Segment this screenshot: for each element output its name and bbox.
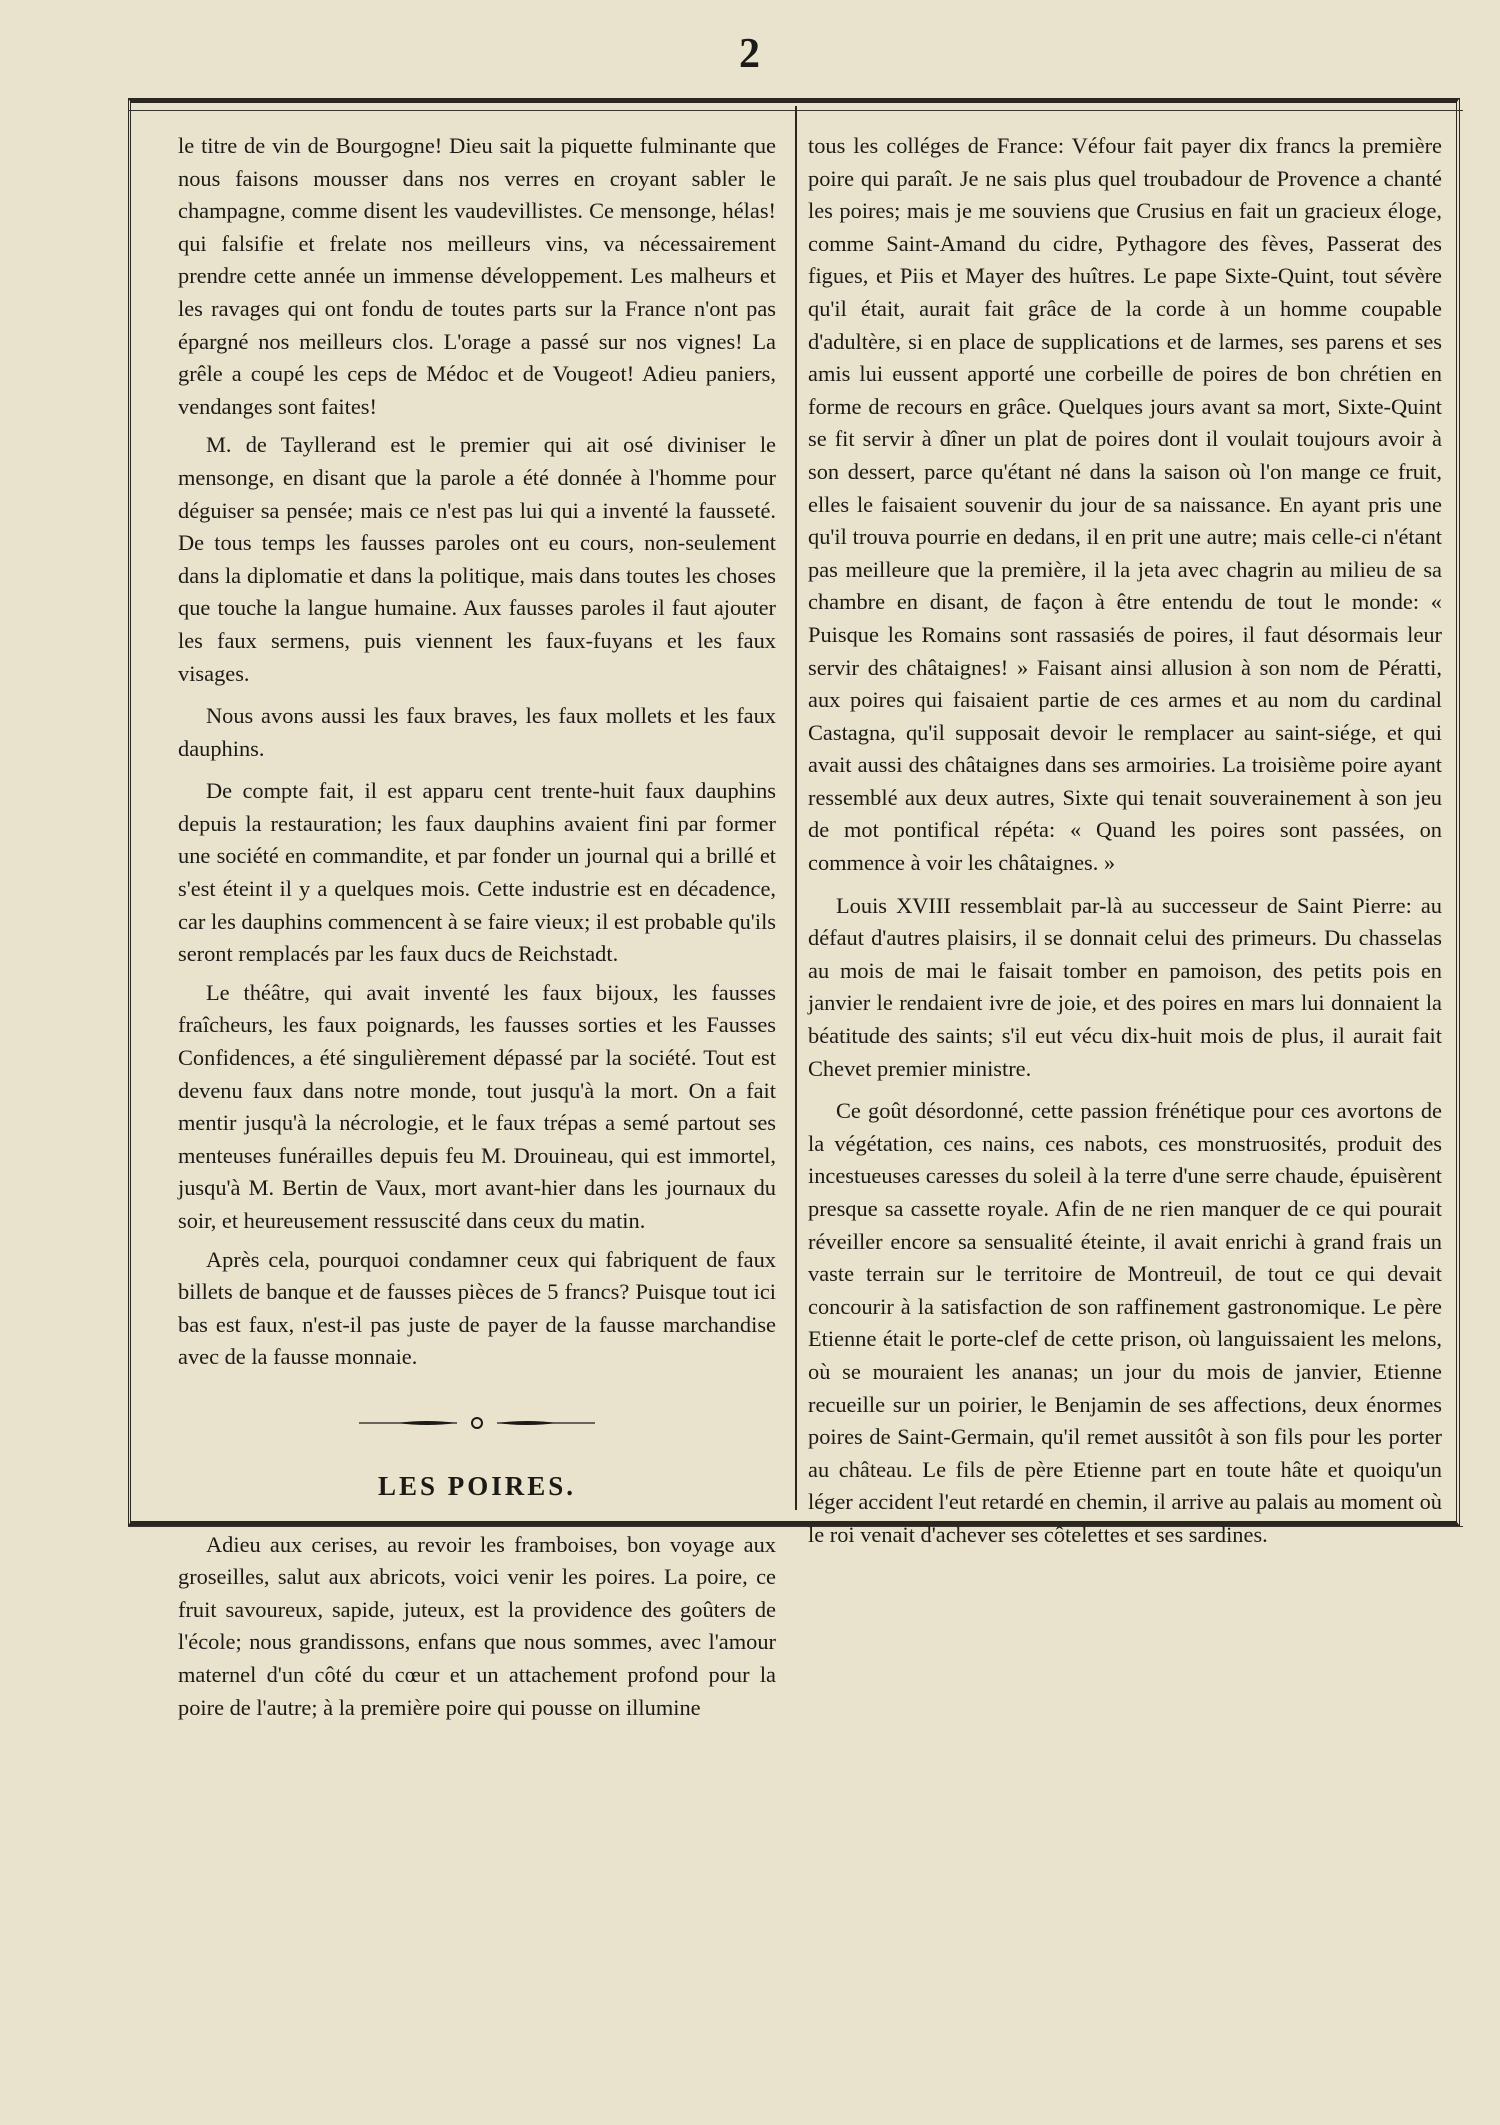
paragraph: De compte fait, il est apparu cent trente-huit faux dauphins depuis la restauration; les faux dauphins avaient fini par former une société en commandite, et par fonder un journal qui a brillé et s'est éteint il y a quelques mois. Cette industrie est en décadence, car les dauphins commencent à se faire vieux; il est probable qu'ils seront remplacés par les faux ducs de Reichstadt.	[178, 778, 776, 967]
right-column	[808, 130, 1442, 1558]
paragraph: tous les colléges de France: Véfour fait payer dix francs la première poire qui paraît. Je ne sais plus quel troubadour de Provence a chanté les poires; mais je me souviens que Crusius en fait un gracieux éloge, comme Saint-Amand du cidre, Pythagore des fèves, Passerat des figues, et Piis et Mayer des huîtres. Le pape Sixte-Quint, tout sévère qu'il était, aurait fait grâce de la corde à un homme coupable d'adultère, si en place de supplications et de larmes, ses parens et ses amis lui eussent apporté une corbeille de poires de bon chrétien en forme de recours en grâce. Quelques jours avant sa mort, Sixte-Quint se fit servir à dîner un plat de poires dont il voulait toujours avoir à son dessert, parce qu'étant né dans la saison où l'on mange ce fruit, elles le faisaient souvenir du jour de sa naissance. En ayant pris une qu'il trouva pourrie en dedans, il en prit une autre; mais celle-ci n'étant pas meilleure que la première, il la jeta avec chagrin au milieu de sa chambre en disant, de façon à être entendu de tout le monde: « Puisque les Romains sont rassasiés de poires, il faut désormais leur servir des châtaignes! » Faisant ainsi allusion à son nom de Pératti, aux poires qui faisaient partie de ces armes et au nom du cardinal Castagna, qu'il supposait devoir le remplacer au saint-siége, et qui avait aussi des châtaignes dans ses armoiries. La troisième poire ayant ressemblé aux deux autres, Sixte qui tenait souverainement à son jeu de mot pontifical répéta: « Quand les poires sont passées, on commence à voir les châtaignes. »	[808, 133, 1442, 876]
paragraph: Louis XVIII ressemblait par-là au successeur de Saint Pierre: au défaut d'autres plaisirs, il se donnait celui des primeurs. Du chasselas au mois de mai le faisait tomber en pamoison, des petits pois en janvier le rendaient ivre de joie, et des poires en mars lui donnaient la béatitude des saints; s'il eut vécu dix-huit mois de plus, il aurait fait Chevet premier ministre.	[808, 892, 1442, 1081]
paragraph: Le théâtre, qui avait inventé les faux bijoux, les fausses fraîcheurs, les faux poignards, les fausses sorties et les Fausses Confidences, a été singulièrement dépassé par la société. Tout est devenu faux dans notre monde, tout jusqu'à la mort. On a fait mentir jusqu'à la nécrologie, et le faux trépas a semé partout ses menteuses funérailles depuis feu M. Drouineau, qui est immortel, jusqu'à M. Bertin de Vaux, mort avant-hier dans les journaux du soir, et heureusement ressuscité dans ceux du matin.	[178, 979, 776, 1233]
paragraph: M. de Tayllerand est le premier qui ait osé diviniser le mensonge, en disant que la parole a été donnée à l'homme pour déguiser sa pensée; mais ce n'est pas lui qui a inventé la fausseté. De tous temps les fausses paroles ont eu cours, non-seulement dans la diplomatie et dans la politique, mais dans toutes les choses que touche la langue humaine. Aux fausses paroles il faut ajouter les faux sermens, puis viennent les faux-fuyans et les faux visages.	[178, 432, 776, 686]
paragraph: Adieu aux cerises, au revoir les framboises, bon voyage aux groseilles, salut aux abricots, voici venir les poires. La poire, ce fruit savoureux, sapide, juteux, est la providence des goûters de l'école; nous grandissons, enfans que nous sommes, avec l'amour maternel d'un côté du cœur et un attachement profond pour la poire de l'autre; à la première poire qui pousse on illumine	[178, 1531, 776, 1720]
paragraph: le titre de vin de Bourgogne! Dieu sait la piquette fulminante que nous faisons mousser dans nos verres en croyant sabler le champagne, comme disent les vaudevillistes. Ce mensonge, hélas! qui falsifie et frelate nos meilleurs vins, va nécessairement prendre cette année un immense développement. Les malheurs et les ravages qui ont fondu de toutes parts sur la France n'ont pas épargné nos meilleurs clos. L'orage a passé sur nos vignes! La grêle a coupé les ceps de Médoc et de Vougeot! Adieu paniers, vendanges sont faites!	[178, 133, 776, 419]
column-divider	[795, 106, 797, 1510]
paragraph: Nous avons aussi les faux braves, les faux mollets et les faux dauphins.	[178, 703, 776, 761]
section-heading: LES POIRES.	[377, 1470, 577, 1501]
page-number: 2	[739, 31, 761, 77]
paragraph: Après cela, pourquoi condamner ceux qui fabriquent de faux billets de banque et de fausses pièces de 5 francs? Puisque tout ici bas est faux, n'est-il pas juste de payer de la fausse marchandise avec de la fausse monnaie.	[178, 1246, 776, 1370]
section-divider-ornament	[357, 1414, 597, 1432]
paragraph: Ce goût désordonné, cette passion frénétique pour ces avortons de la végétation, ces nains, ces nabots, ces monstruosités, produit des incestueuses caresses du soleil à la terre d'une serre chaude, épuisèrent presque sa cassette royale. Afin de ne rien manquer de ce qui pourait réveiller encore sa sensualité éteinte, il avait enrichi à grand frais un vaste terrain sur le territoire de Montreuil, de tout ce qui devait concourir à la satisfaction de son raffinement gastronomique. Le père Etienne était le porte-clef de cette prison, où languissaient les melons, où se mouraient les ananas; un jour du mois de janvier, Etienne recueille sur un poirier, le Benjamin de ses affections, deux énormes poires de Saint-Germain, qu'il remet aussitôt à son fils pour les porter au château. Le fils de père Etienne part en toute hâte et quoiqu'un léger accident l'eut retardé en chemin, il arrive au palais au moment où le roi venait d'achever ses côtelettes et ses sardines.	[808, 1098, 1442, 1547]
left-column	[178, 130, 776, 1730]
